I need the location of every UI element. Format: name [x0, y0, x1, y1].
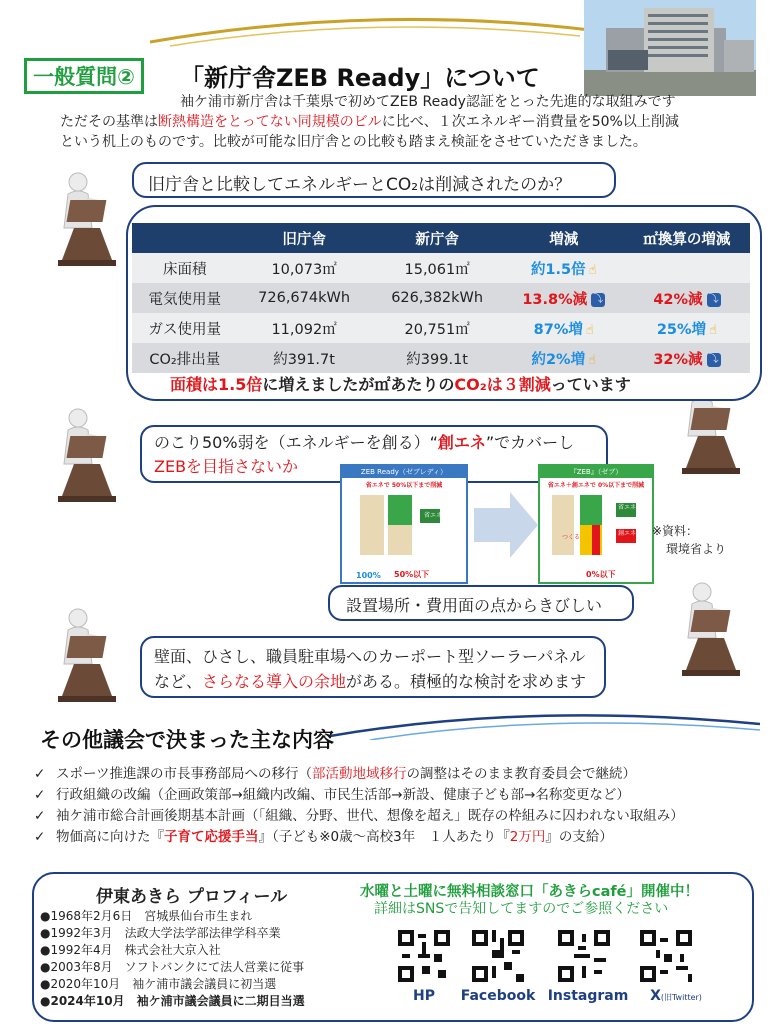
- hp-link[interactable]: HP: [413, 988, 435, 1004]
- old-value: 726,674kWh: [238, 283, 371, 313]
- table-header-cell: ㎡換算の増減: [624, 223, 750, 253]
- profile-item: ●2020年10月 袖ケ浦市議会議員に初当選: [40, 977, 277, 991]
- other-decisions-title: その他議会で決まった主な内容: [40, 728, 334, 752]
- new-value: 20,751㎡: [371, 313, 504, 343]
- zeb-title: 『ZEB』（ゼブ）: [540, 466, 652, 478]
- zeb-ready-50: 50%以下: [394, 570, 430, 579]
- intro-line-2: ただその基準は断熱構造をとってない同規模のビルに比べ、１次エネルギー消費量を50%以上削減: [60, 114, 679, 130]
- zeb-label-make: つくる: [562, 534, 581, 541]
- profile-item: ●1968年2月6日 宮城県仙台市生まれ: [40, 909, 253, 923]
- intro-line-1: 袖ケ浦市新庁舎は千葉県で初めてZEB Ready認証をとった先進的な取組みです: [180, 94, 676, 110]
- speaker-figure-left-1: [56, 168, 122, 268]
- question-bubble-2: のこり50%弱を（エネルギーを創る）“創エネ”でカバーし ZEBを目指さないか: [140, 425, 608, 483]
- page-title: 「新庁舎ZEB Ready」について: [180, 64, 540, 92]
- facebook-link[interactable]: Facebook: [460, 988, 536, 1004]
- list-item: ✓ 物価高に向けた『子育て応援手当』（子ども※0歳～高校3年 １人あたり『2万円』の支給）: [34, 829, 613, 845]
- profile-item: ●1992年3月 法政大学法学部法律学科卒業: [40, 926, 281, 940]
- old-value: 11,092㎡: [238, 313, 371, 343]
- zeb-ready-diagram: [340, 464, 468, 584]
- question-bubble-1: 旧庁舎と比較してエネルギーとCO₂は削減されたのか？: [132, 162, 616, 198]
- hand-up-icon: ☝: [585, 322, 594, 338]
- table-summary: 面積は1.5倍に増えましたが㎡あたりのCO₂は３割減っています: [170, 375, 631, 394]
- profile-item: ●2024年10月 袖ケ浦市議会議員に二期目当選: [40, 994, 305, 1008]
- hand-up-icon: ☝: [588, 352, 597, 368]
- profile-item: ●1992年4月 株式会社大京入社: [40, 943, 221, 957]
- table-row: [132, 283, 750, 313]
- table-header-cell: 旧庁舎: [238, 223, 371, 253]
- facebook-qr-code[interactable]: [472, 930, 524, 982]
- decorative-swoosh: [150, 10, 590, 50]
- answer-bubble-2: 設置場所・費用面の点からきびしい: [328, 585, 634, 621]
- intro-line-3: という机上のものです。比較が可能な旧庁舎との比較も踏まえ検証をさせていただきました。: [60, 134, 647, 150]
- zeb-ready-subtitle: 省エネで 50%以下まで削減: [365, 482, 443, 489]
- profile-list: [40, 908, 305, 1010]
- list-item: ✓ 行政組織の改編（企画政策部→組織内改編、市民生活部→新設、健康子ども部→名称変更など）: [34, 787, 630, 803]
- cafe-announcement: 水曜と土曜に無料相談窓口「あきらcafé」開催中！: [360, 884, 700, 900]
- table-header-cell: [132, 223, 238, 253]
- per-m2-cell: [624, 253, 750, 283]
- list-item: ✓ 袖ケ浦市総合計画後期基本計画（「組織、分野、世代、想像を超え」既存の枠組みに囚われない取組み）: [34, 808, 684, 824]
- row-label: ガス使用量: [132, 313, 238, 343]
- list-item: ✓ スポーツ推進課の市長事務部局への移行（部活動地域移行の調整はそのまま教育委員会で継続）: [34, 766, 636, 782]
- hand-up-icon: ☝: [588, 262, 597, 278]
- cafe-details: 詳細はSNSで告知してますのでご参照ください: [374, 901, 669, 917]
- zeb-ready-100: 100%: [356, 571, 381, 580]
- zeb-label-creating: 創エネ: [618, 530, 637, 537]
- zeb-ready-bars: [342, 489, 462, 561]
- instagram-link[interactable]: Instagram: [547, 988, 629, 1004]
- old-value: 10,073㎡: [238, 253, 371, 283]
- down-arrow-icon: ⤵: [593, 293, 604, 305]
- question-bubble-3: 壁面、ひさし、職員駐車場へのカーポート型ソーラーパネル など、さらなる導入の余地がある。積極的な検討を求めます: [140, 636, 606, 698]
- row-label: 床面積: [132, 253, 238, 283]
- zeb-diagram: [538, 464, 654, 584]
- table-row: [132, 343, 750, 373]
- zeb-ready-title: ZEB Ready（ゼブレディ）: [342, 466, 466, 478]
- wave-divider: [330, 706, 760, 740]
- change-cell: 約1.5倍 ☝: [504, 253, 624, 283]
- transition-arrow-icon: [474, 490, 538, 560]
- new-value: 15,061㎡: [371, 253, 504, 283]
- x-former-name: (旧Twitter): [660, 993, 702, 1002]
- change-cell: 約2%増 ☝: [504, 343, 624, 373]
- table-header-row: [132, 223, 750, 253]
- old-value: 約391.7t: [238, 343, 371, 373]
- per-m2-cell: 32%減 ⤵: [624, 343, 750, 373]
- source-note: ※資料： 環境省より: [652, 524, 727, 556]
- table-row: [132, 313, 750, 343]
- speaker-figure-right-2: [680, 578, 746, 678]
- intro-text: [60, 92, 760, 152]
- table-row: [132, 253, 750, 283]
- section-tag: 一般質問②: [24, 58, 144, 94]
- table-header-cell: 増減: [504, 223, 624, 253]
- instagram-qr-code[interactable]: [558, 930, 610, 982]
- table-header-cell: 新庁舎: [371, 223, 504, 253]
- speaker-figure-left-2: [56, 404, 122, 504]
- energy-comparison-table: [132, 223, 750, 373]
- hand-up-icon: ☝: [709, 322, 717, 338]
- profile-item: ●2003年8月 ソフトバンクにて法人営業に従事: [40, 960, 305, 974]
- city-hall-photo: [584, 0, 756, 96]
- zeb-label-saving: 省エネ: [618, 504, 637, 511]
- x-qr-code[interactable]: [640, 930, 692, 982]
- zeb-zero: 0%以下: [586, 570, 616, 579]
- zeb-ready-label: 省エネ: [424, 512, 443, 519]
- speaker-figure-left-3: [56, 604, 122, 704]
- row-label: 電気使用量: [132, 283, 238, 313]
- per-m2-cell: 42%減 ⤵: [624, 283, 750, 313]
- new-value: 626,382kWh: [371, 283, 504, 313]
- change-cell: 87%増 ☝: [504, 313, 624, 343]
- down-arrow-icon: ⤵: [708, 293, 719, 305]
- row-label: CO₂排出量: [132, 343, 238, 373]
- zeb-subtitle: 省エネ＋創エネで 0%以下まで削減: [547, 482, 645, 489]
- zeb-bars: [540, 489, 650, 561]
- change-cell: 13.8%減 ⤵: [504, 283, 624, 313]
- profile-title: 伊東あきら プロフィール: [96, 887, 288, 907]
- per-m2-cell: 25%増 ☝: [624, 313, 750, 343]
- x-link[interactable]: X(旧Twitter): [650, 988, 702, 1004]
- decisions-list: [34, 764, 684, 848]
- hp-qr-code[interactable]: [398, 930, 450, 982]
- new-value: 約399.1t: [371, 343, 504, 373]
- down-arrow-icon: ⤵: [708, 353, 719, 365]
